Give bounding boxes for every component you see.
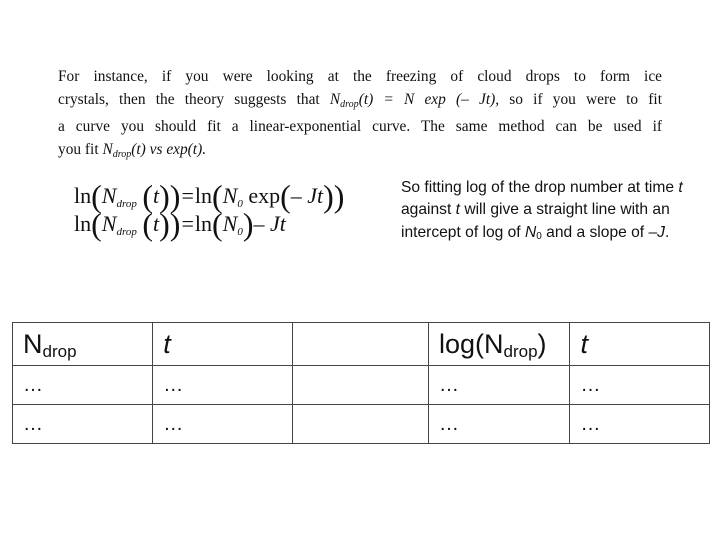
n-symbol: N — [101, 211, 117, 236]
formula-symbol: N — [329, 90, 341, 108]
jt-symbol: Jt — [269, 211, 286, 236]
note-variable: N — [524, 223, 537, 241]
equals-sign: = — [181, 183, 194, 208]
note-text: and a slope of — [546, 223, 645, 241]
paren: ( — [211, 178, 223, 214]
table-row — [13, 366, 710, 405]
paragraph-text: so if you were to fit — [509, 90, 662, 108]
note-subscript: 0 — [536, 230, 542, 242]
table-cell: … — [570, 405, 710, 444]
inline-formula — [102, 141, 206, 158]
exp-symbol: exp — [248, 183, 281, 208]
n-symbol: N — [101, 183, 117, 208]
note-variable: t — [678, 179, 683, 196]
formula-subscript: drop — [340, 98, 359, 110]
paren: ( — [142, 206, 153, 242]
minus-sign: – — [253, 211, 265, 236]
side-note — [401, 177, 701, 244]
header-subscript: drop — [42, 341, 77, 361]
table-row — [13, 405, 710, 444]
table-cell: … — [13, 405, 153, 444]
table-cell: … — [153, 405, 293, 444]
table-cell: … — [428, 405, 569, 444]
paren: ( — [91, 178, 102, 214]
paren: ( — [91, 206, 102, 242]
header-text: log(N — [438, 328, 504, 359]
ln-symbol: ln — [74, 183, 92, 208]
header-blank — [292, 323, 428, 366]
note-text: . — [664, 223, 670, 241]
n-symbol: N — [222, 211, 238, 236]
note-text: will give a straight line with an intercept of log of — [401, 201, 670, 241]
formula-symbol: N — [102, 140, 113, 158]
paren: )) — [159, 178, 181, 214]
header-text: N — [23, 328, 43, 359]
drop-subscript: drop — [116, 226, 137, 238]
paren: ) — [242, 206, 254, 242]
paragraph-line-1: For instance, if you were looking at the freezing of cloud drops to form ice — [58, 68, 662, 85]
table-cell: … — [570, 366, 710, 405]
table-cell: … — [13, 366, 153, 405]
paragraph-text: crystals, then the theory suggests that — [58, 90, 320, 108]
ln-symbol: ln — [74, 211, 92, 236]
zero-subscript: 0 — [237, 226, 243, 238]
table-cell: … — [428, 366, 569, 405]
equals-sign: = — [181, 211, 194, 236]
formula-subscript: drop — [112, 148, 132, 160]
paragraph-line-2 — [58, 89, 662, 117]
paren: )) — [323, 178, 345, 214]
t-symbol: t — [153, 211, 160, 236]
header-ndrop — [13, 323, 153, 366]
t-symbol: t — [153, 183, 160, 208]
paragraph-line-4 — [58, 139, 662, 167]
drop-subscript: drop — [116, 198, 137, 210]
header-t — [570, 323, 710, 366]
note-variable: t — [455, 201, 460, 219]
table-cell: … — [153, 366, 293, 405]
note-slope: –J — [648, 223, 665, 241]
paren: ( — [142, 178, 153, 214]
ln-symbol: ln — [194, 183, 212, 208]
header-subscript: drop — [503, 341, 538, 361]
equation-line-1 — [74, 178, 374, 214]
zero-subscript: 0 — [237, 198, 243, 210]
formula-rest: (t) vs exp(t). — [131, 140, 207, 158]
paren: ( — [280, 178, 291, 214]
header-t — [153, 323, 293, 366]
note-text: against — [401, 201, 452, 219]
paragraph-line-3: a curve you should fit a linear-exponential curve. The same method can be used if — [58, 118, 662, 135]
header-text: ) — [537, 328, 547, 359]
note-text: So fitting log of the drop number at time — [401, 179, 675, 196]
table-header-row — [13, 323, 710, 366]
paren: )) — [159, 206, 181, 242]
inline-formula — [330, 91, 499, 108]
n-symbol: N — [222, 183, 238, 208]
paren: ( — [211, 206, 223, 242]
formula-rest: (t) = N exp (– Jt), — [358, 90, 500, 108]
table-cell — [292, 405, 428, 444]
table-cell — [292, 366, 428, 405]
ln-symbol: ln — [194, 211, 212, 236]
paragraph-text: you fit — [58, 140, 99, 158]
header-text: t — [163, 328, 171, 359]
data-table — [12, 322, 710, 444]
equation-line-2 — [74, 206, 374, 242]
header-text: t — [580, 328, 588, 359]
intro-paragraph — [58, 66, 662, 166]
header-log-ndrop — [428, 323, 569, 366]
minus-jt: – Jt — [290, 183, 324, 208]
equation-block — [74, 178, 374, 242]
